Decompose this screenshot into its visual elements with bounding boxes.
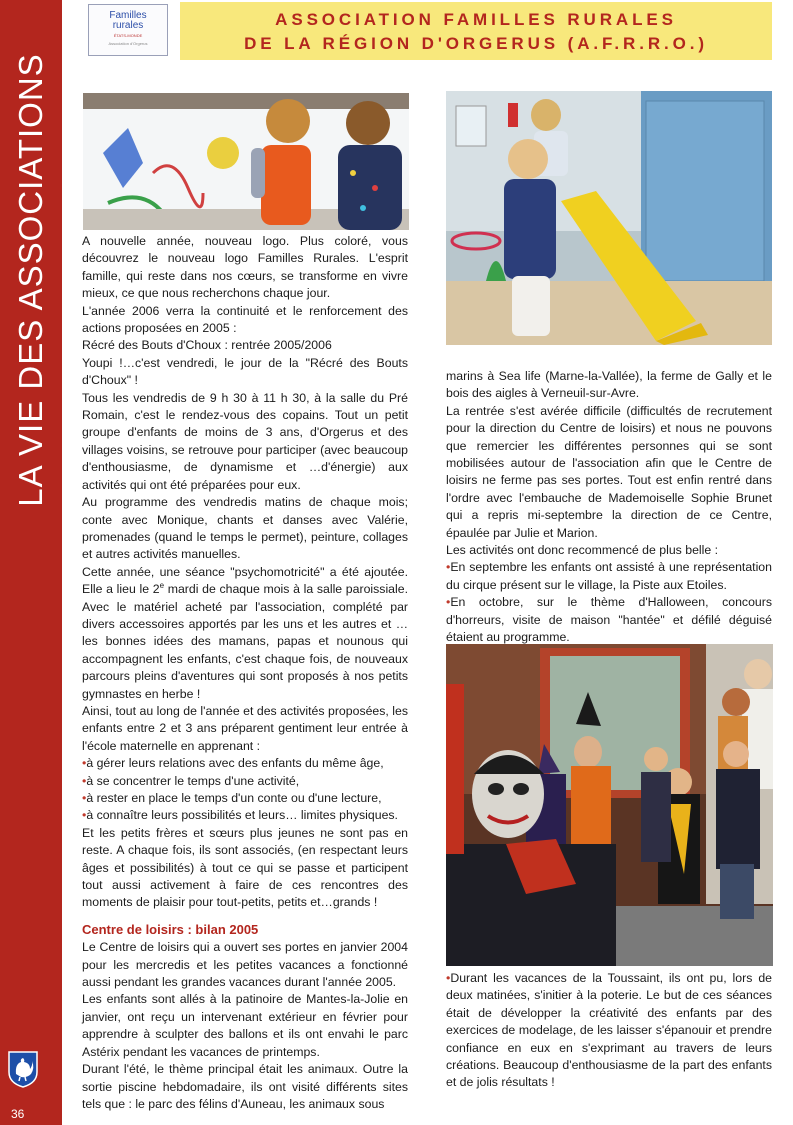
paragraph: La rentrée s'est avérée difficile (difficultés de recrutement pour la direction du Centre de loisirs) et nous ne pouvons que remercier les différentes personnes qui se sont mobilisées autour de l'association afin que le Centre de loisirs ne ferme pas ses portes. Tout est enfin rentré dans l'ordre avec l'embauche de Mademoiselle Sophie Brunet qui a repris mi-septembre la direction de ce Centre, épaulée par Julie et Marion. (446, 403, 772, 540)
logo-line-1: Familles (109, 10, 147, 21)
paragraph: L'année 2006 verra la continuité et le renforcement des actions proposées en 2005 : (82, 303, 408, 336)
article-column-3 (446, 970, 772, 1092)
ordinal-superscript: e (159, 581, 165, 591)
paragraph: Au programme des vendredis matins de chaque mois; conte avec Monique, chants et danses avec Valérie, promenades (quand le temps le permet), peinture, collages et autres activités manuelles. (82, 495, 408, 562)
bullet-item: • à connaître leurs possibilités et leurs… limites physiques. (82, 807, 408, 824)
paragraph (82, 564, 408, 703)
rooster-shield-icon (7, 1050, 39, 1088)
header-title-band (180, 2, 772, 60)
photo-halloween-parade (446, 644, 773, 966)
paragraph: Le Centre de loisirs qui a ouvert ses portes en janvier 2004 pour les mercredis et les petites vacances a fonctionné aussi pendant les grandes vacances durant l'année 2005. (82, 940, 408, 990)
paragraph: Les activités ont donc recommencé de plus belle : (446, 543, 719, 558)
paragraph: Ainsi, tout au long de l'année et des activités proposées, les enfants entre 2 et 3 ans préparent gentiment leur entrée à l'école maternelle en apprenant : (82, 703, 408, 753)
bullet-item: • à gérer leurs relations avec des enfants du même âge, (82, 755, 408, 772)
section-sidebar (0, 0, 62, 1125)
paragraph: Tous les vendredis de 9 h 30 à 11 h 30, à la salle du Pré Romain, c'est le rendez-vous des copains. Tout un petit groupe d'enfants de moins de 3 ans, d'Orgerus et des villages voisins, se retrouve pour participer (avec beaucoup d'enthousiasme, de dynamisme et …d'énergie) aux activités qui ont été préparées pour eux. (82, 390, 408, 492)
paragraph: Les enfants sont allés à la patinoire de Mantes-la-Jolie en janvier, ont reçu un intervenant extérieur en février pour apprendre à sculpter des ballons et ils ont envahi le parc Astérix pendant les vacances de printemps. (82, 992, 408, 1059)
paragraph: A nouvelle année, nouveau logo. Plus coloré, vous découvrez le nouveau logo Familles Rurales. L'esprit famille, qui reste dans nos cœurs, se transforme en vivre mieux, ce que nous recherchons chaque jour. (82, 234, 408, 301)
logo-line-4: Association d'Orgerus (108, 41, 148, 46)
article-column-2 (446, 368, 772, 647)
header-title-line-2: DE LA RÉGION D'ORGERUS (A.F.R.R.O.) (244, 34, 708, 53)
section-subheading: Centre de loisirs : bilan 2005 (82, 921, 259, 937)
bullet-item: • En septembre les enfants ont assisté à une représentation du cirque présent sur le village, la Piste aux Etoiles. (446, 559, 772, 594)
logo-line-2: rurales (112, 20, 144, 31)
page-number: 36 (11, 1107, 25, 1121)
bullet-item: • à rester en place le temps d'un conte ou d'une lecture, (82, 790, 408, 807)
paragraph: Youpi !…c'est vendredi, le jour de la "Récré des Bouts d'Choux" ! (82, 355, 408, 388)
bullet-item: • En octobre, sur le thème d'Halloween, concours d'horreurs, visite de maison "hantée" et défilé déguisé étaient au programme. (446, 594, 772, 646)
paragraph-part: Cette année, une séance "psychomotricité" a été ajoutée. Elle a lieu le 2 (82, 564, 408, 597)
familles-rurales-logo (88, 4, 168, 56)
logo-line-3: ÉTATS-MONDE (113, 33, 143, 38)
photo-children-painting (83, 93, 409, 230)
bullet-item: • Durant les vacances de la Toussaint, ils ont pu, lors de deux matinées, s'initier à la poterie. Le but de ces séances était de développer la créativité des enfants par des exercices de modelage, de les laisser s'épanouir et prendre confiance en eux en s'exprimant au travers de leurs créations. Beaucoup d'enthousiasme de la part des enfants et de jolis résultats ! (446, 970, 772, 1092)
header-title-line-1: ASSOCIATION FAMILLES RURALES (275, 10, 677, 29)
photo-children-slide (446, 91, 772, 345)
paragraph-part: mardi de chaque mois à la salle paroissiale. Avec le matériel acheté par l'association, complété par divers accessoires apportés par les uns et les autres et …les bonnes idées des mamans, papas et nounous qui accompagnent les enfants, c'est chaque fois, de nouveaux parcours pleins d'aventures qui sont proposés à nos petits gymnastes en herbe ! (82, 582, 409, 701)
article-column-1 (82, 233, 408, 1113)
paragraph: Durant l'été, le thème principal était les animaux. Outre la sortie piscine hebdomadaire, ils ont visité différents sites tels que : le parc des félins d'Auneau, les animaux sous (82, 1062, 408, 1111)
paragraph: Et les petits frères et sœurs plus jeunes ne sont pas en reste. A chaque fois, ils sont associés, (en respectant leurs âges et possibilités) à tout ce qui se passe et participent tout aussi activement à faire de ces rencontres des moments de plaisir pour tout-petits, petits et…grands ! (82, 825, 408, 910)
paragraph: marins à Sea life (Marne-la-Vallée), la ferme de Gally et le bois des aigles à Verneuil-sur-Avre. (446, 369, 772, 401)
bullet-item: • à se concentrer le temps d'une activité, (82, 773, 408, 790)
paragraph: Récré des Bouts d'Choux : rentrée 2005/2006 (82, 338, 332, 353)
section-title: LA VIE DES ASSOCIATIONS (12, 53, 49, 507)
section-title-wrap (0, 53, 62, 507)
